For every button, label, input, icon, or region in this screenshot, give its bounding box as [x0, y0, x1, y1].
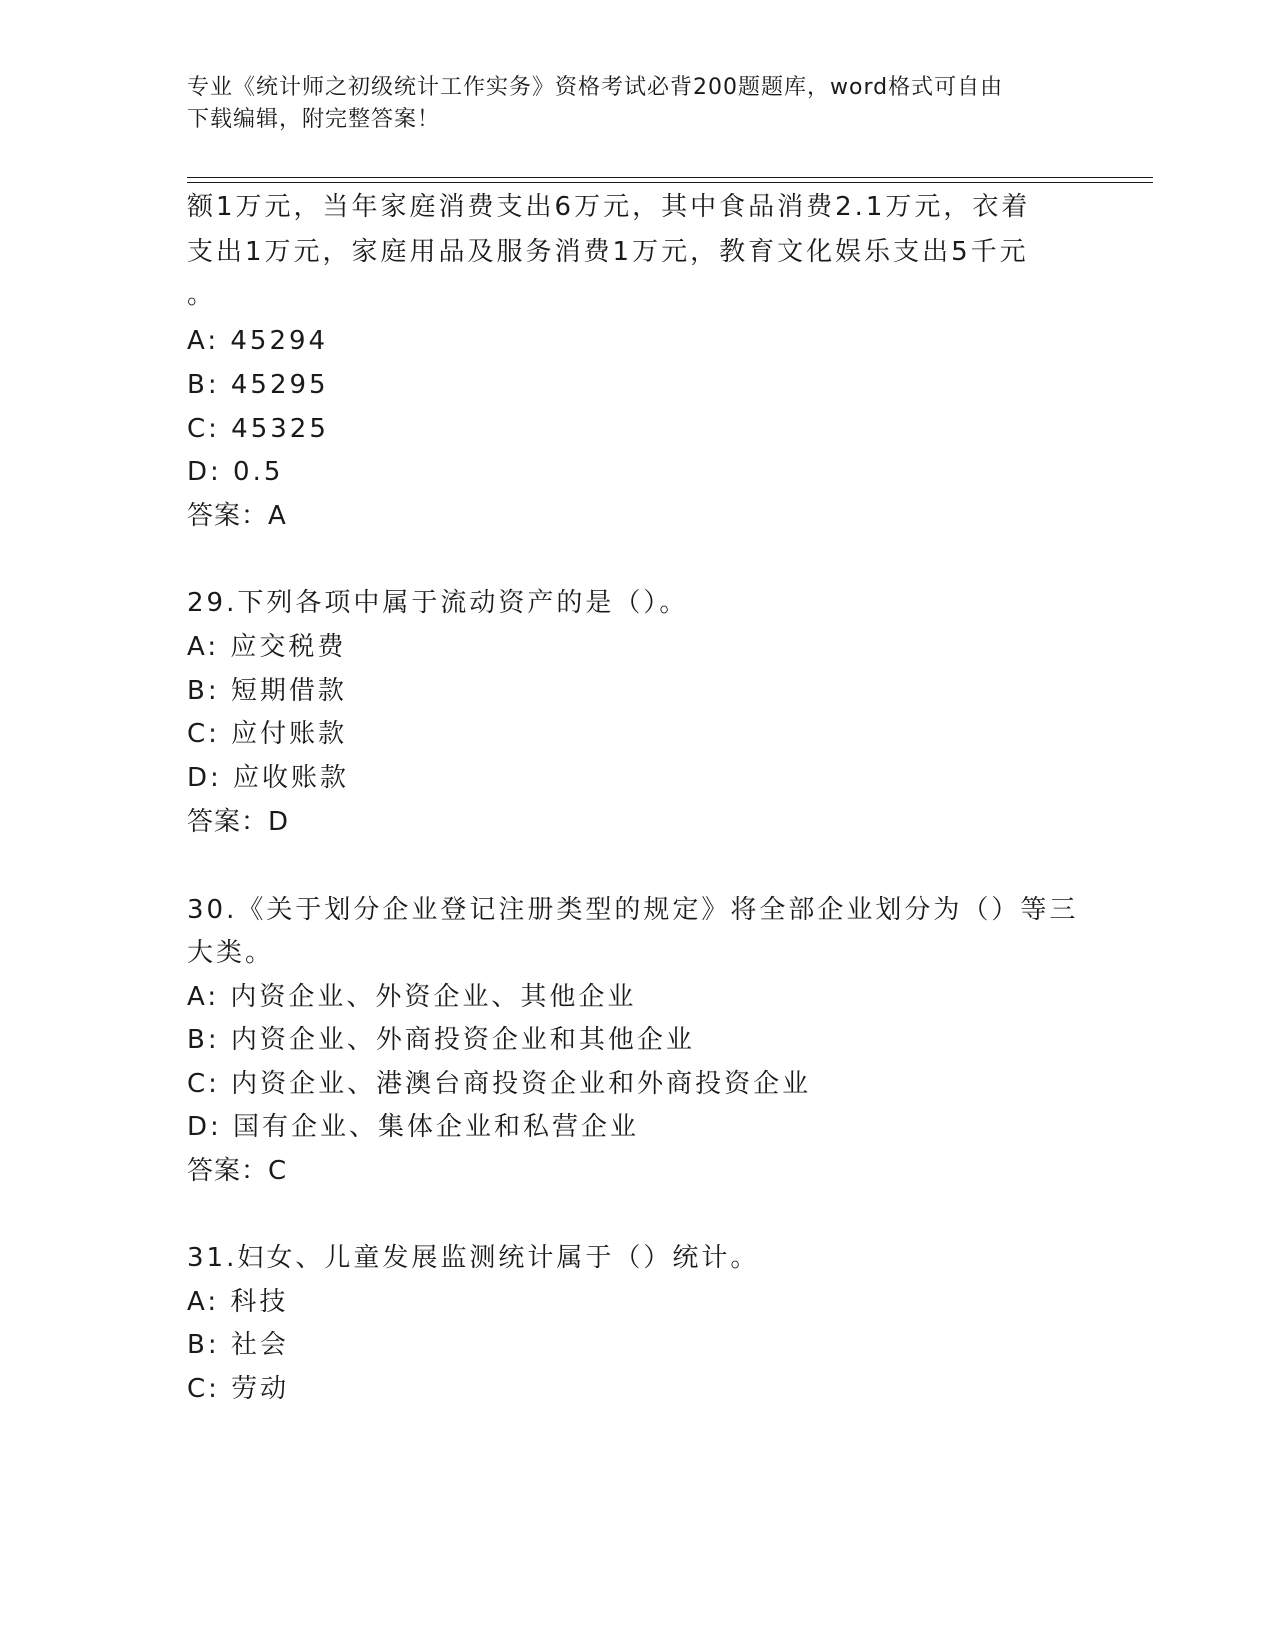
- question-28-option-c: C: 45325: [187, 414, 329, 444]
- question-31-option-b: B: 社会: [187, 1330, 289, 1360]
- question-29-text: 29.下列各项中属于流动资产的是（）。: [187, 588, 689, 618]
- question-30-option-b: B: 内资企业、外商投资企业和其他企业: [187, 1025, 695, 1055]
- question-30-text-line-1: 30.《关于划分企业登记注册类型的规定》将全部企业划分为（）等三: [187, 895, 1079, 925]
- question-28-option-b: B: 45295: [187, 370, 329, 400]
- question-29-answer: 答案：D: [187, 807, 290, 837]
- question-28-option-a: A: 45294: [187, 326, 329, 356]
- header-divider-bottom: [187, 182, 1153, 183]
- question-31-option-a: A: 科技: [187, 1287, 289, 1317]
- question-30-option-d: D: 国有企业、集体企业和私营企业: [187, 1112, 640, 1142]
- question-28-answer: 答案：A: [187, 501, 287, 531]
- question-28-text-line-2: 支出1万元，家庭用品及服务消费1万元，教育文化娱乐支出5千元: [187, 237, 1029, 267]
- question-30-answer: 答案：C: [187, 1156, 288, 1186]
- question-28-text-line-3: 。: [187, 280, 217, 310]
- question-28-text-line-1: 额1万元，当年家庭消费支出6万元，其中食品消费2.1万元，衣着: [187, 192, 1031, 222]
- question-30-option-a: A: 内资企业、外资企业、其他企业: [187, 982, 637, 1012]
- question-28-option-d: D: 0.5: [187, 457, 284, 487]
- question-29-option-a: A: 应交税费: [187, 632, 347, 662]
- question-29-option-b: B: 短期借款: [187, 676, 347, 706]
- question-30-text-line-2: 大类。: [187, 938, 275, 968]
- question-31-option-c: C: 劳动: [187, 1374, 290, 1404]
- header-divider-top: [187, 177, 1153, 178]
- question-29-option-c: C: 应付账款: [187, 719, 348, 749]
- document-header: [187, 72, 1067, 136]
- header-line-2: 下载编辑，附完整答案！: [187, 107, 441, 132]
- question-29-option-d: D: 应收账款: [187, 763, 350, 793]
- header-line-1: 专业《统计师之初级统计工作实务》资格考试必背200题题库，word格式可自由: [187, 75, 1004, 100]
- question-30-option-c: C: 内资企业、港澳台商投资企业和外商投资企业: [187, 1069, 812, 1099]
- question-31-text: 31.妇女、儿童发展监测统计属于（）统计。: [187, 1243, 760, 1273]
